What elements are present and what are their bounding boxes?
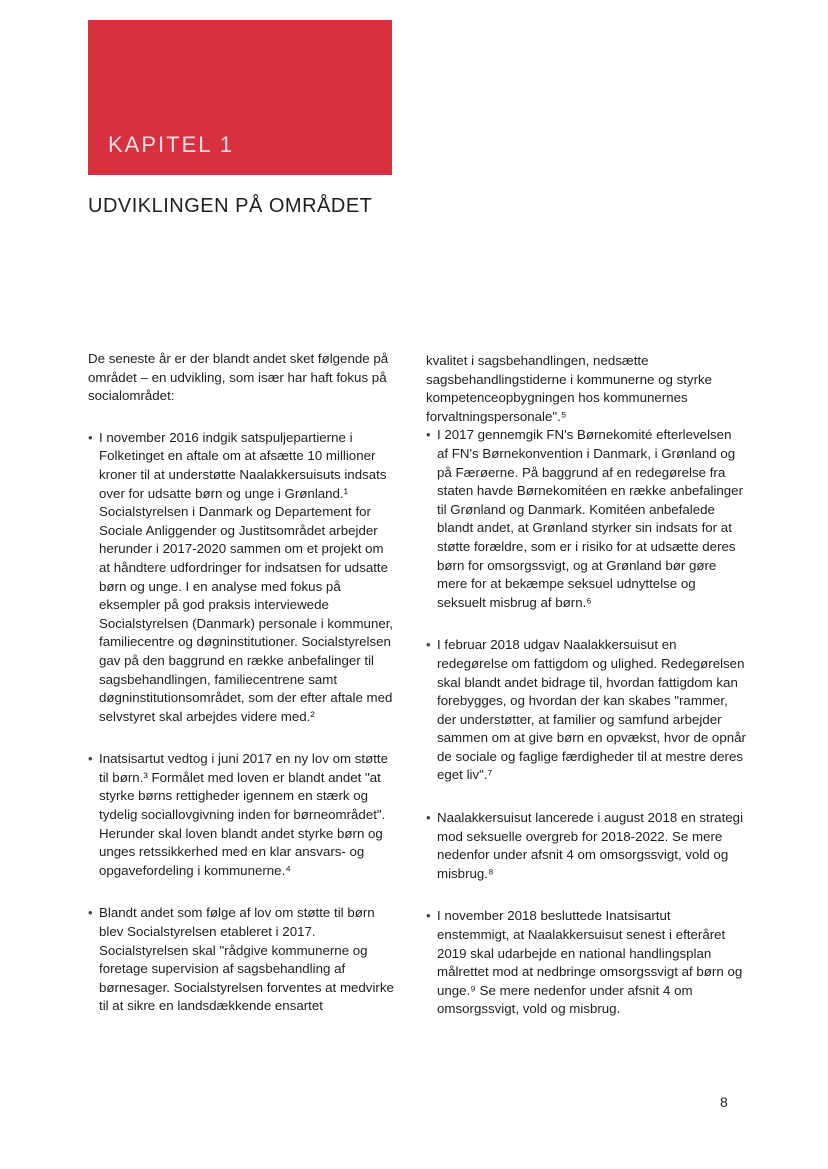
chapter-label: KAPITEL 1 — [108, 132, 235, 157]
bullet-fn-bornekomite: • I 2017 gennemgik FN's Børnekomité efterlevelsen af FN's Børnekonvention i Danmark, i Grønland og på Færøerne. På baggrund af en redegørelse fra staten havde Børnekomitéen en række anbefalinger til Grønland og Danmark. Komitéen anbefalede blandt andet, at Grønland styrker sin indsats for at støtte forældre, som er i risiko for at udsætte deres børn for omsorgssvigt, og at Grønland bør gøre mere for at bekæmpe seksuel udnyttelse og seksuelt misbrug af børn.⁶ — [426, 426, 746, 612]
bullet-strategi-seksuelle-overgreb: • Naalakkersuisut lancerede i august 2018 en strategi mod seksuelle overgreb for 2018-2022. Se mere nedenfor under afsnit 4 om omsorgssvigt, vold og misbrug.⁸ — [426, 809, 746, 883]
left-column — [88, 350, 398, 1040]
right-bullet-list — [426, 426, 746, 1019]
bullet-national-handlingsplan: • I november 2018 besluttede Inatsisartut enstemmigt, at Naalakkersuisut senest i efteråret 2019 skal udarbejde en national handlingsplan målrettet mod at nedbringe omsorgssvigt af børn og unge.⁹ Se mere nedenfor under afsnit 4 om omsorgssvigt, vold og misbrug. — [426, 907, 746, 1019]
bullet-satspulje-2016: • I november 2016 indgik satspuljepartierne i Folketinget en aftale om at afsætte 10 millioner kroner til at understøtte Naalakkersuisuts indsats over for udsatte børn og unge i Grønland.¹ Socialstyrelsen i Danmark og Departement for Sociale Anliggender og Justitsområdet arbejder herunder i 2017-2020 sammen om et projekt om at håndtere udfordringer for indsatsen for udsatte børn og unge. I en analyse med fokus på eksempler på god praksis interviewede Socialstyrelsen (Danmark) personale i kommuner, familiecentre og døgninstitutioner. Socialstyrelsen gav på den baggrund en række anbefalinger til sagsbehandlingen, familiecentrene samt døgninstitutionsområdet, som der efter aftale med selvstyret skal arbejdes videre med.² — [88, 429, 398, 727]
right-column — [426, 352, 746, 1043]
chapter-banner — [88, 20, 392, 175]
left-bullet-list — [88, 429, 398, 1016]
bullet-fattigdom-redegorelse: • I februar 2018 udgav Naalakkersuisut en redegørelse om fattigdom og ulighed. Redegørelsen skal blandt andet bidrage til, hvordan fattigdom kan forebygges, og hvordan der kan skabes "rammer, der understøtter, at familier og samfund arbejder sammen om at give børn en opvækst, hvor de opnår de sociale og faglige færdigheder til at mestre deres eget liv".⁷ — [426, 636, 746, 785]
page-number: 8 — [720, 1094, 728, 1110]
continuation-paragraph: kvalitet i sagsbehandlingen, nedsætte sagsbehandlingstiderne i kommunerne og styrke kompetenceopbygningen hos kommunernes forvaltningspersonale".⁵ — [426, 353, 713, 424]
intro-paragraph: De seneste år er der blandt andet sket følgende på området – en udvikling, som især har haft fokus på socialområdet: — [88, 351, 389, 404]
page-title: UDVIKLINGEN PÅ OMRÅDET — [88, 195, 373, 217]
bullet-lov-stotte-born: • Inatsisartut vedtog i juni 2017 en ny lov om støtte til børn.³ Formålet med loven er blandt andet "at styrke børns rettigheder igennem en stærk og tydelig sociallovgivning inden for børneområdet". Herunder skal loven blandt andet styrke børn og unges retssikkerhed med en klar ansvars- og opgavefordeling i kommunerne.⁴ — [88, 750, 398, 880]
bullet-socialstyrelsen-etableret: • Blandt andet som følge af lov om støtte til børn blev Socialstyrelsen etableret i 2017. Socialstyrelsen skal "rådgive kommunerne og foretage supervision af sagsbehandling af børnesager. Socialstyrelsen forventes at medvirke til at sikre en landsdækkende ensartet — [88, 904, 398, 1016]
